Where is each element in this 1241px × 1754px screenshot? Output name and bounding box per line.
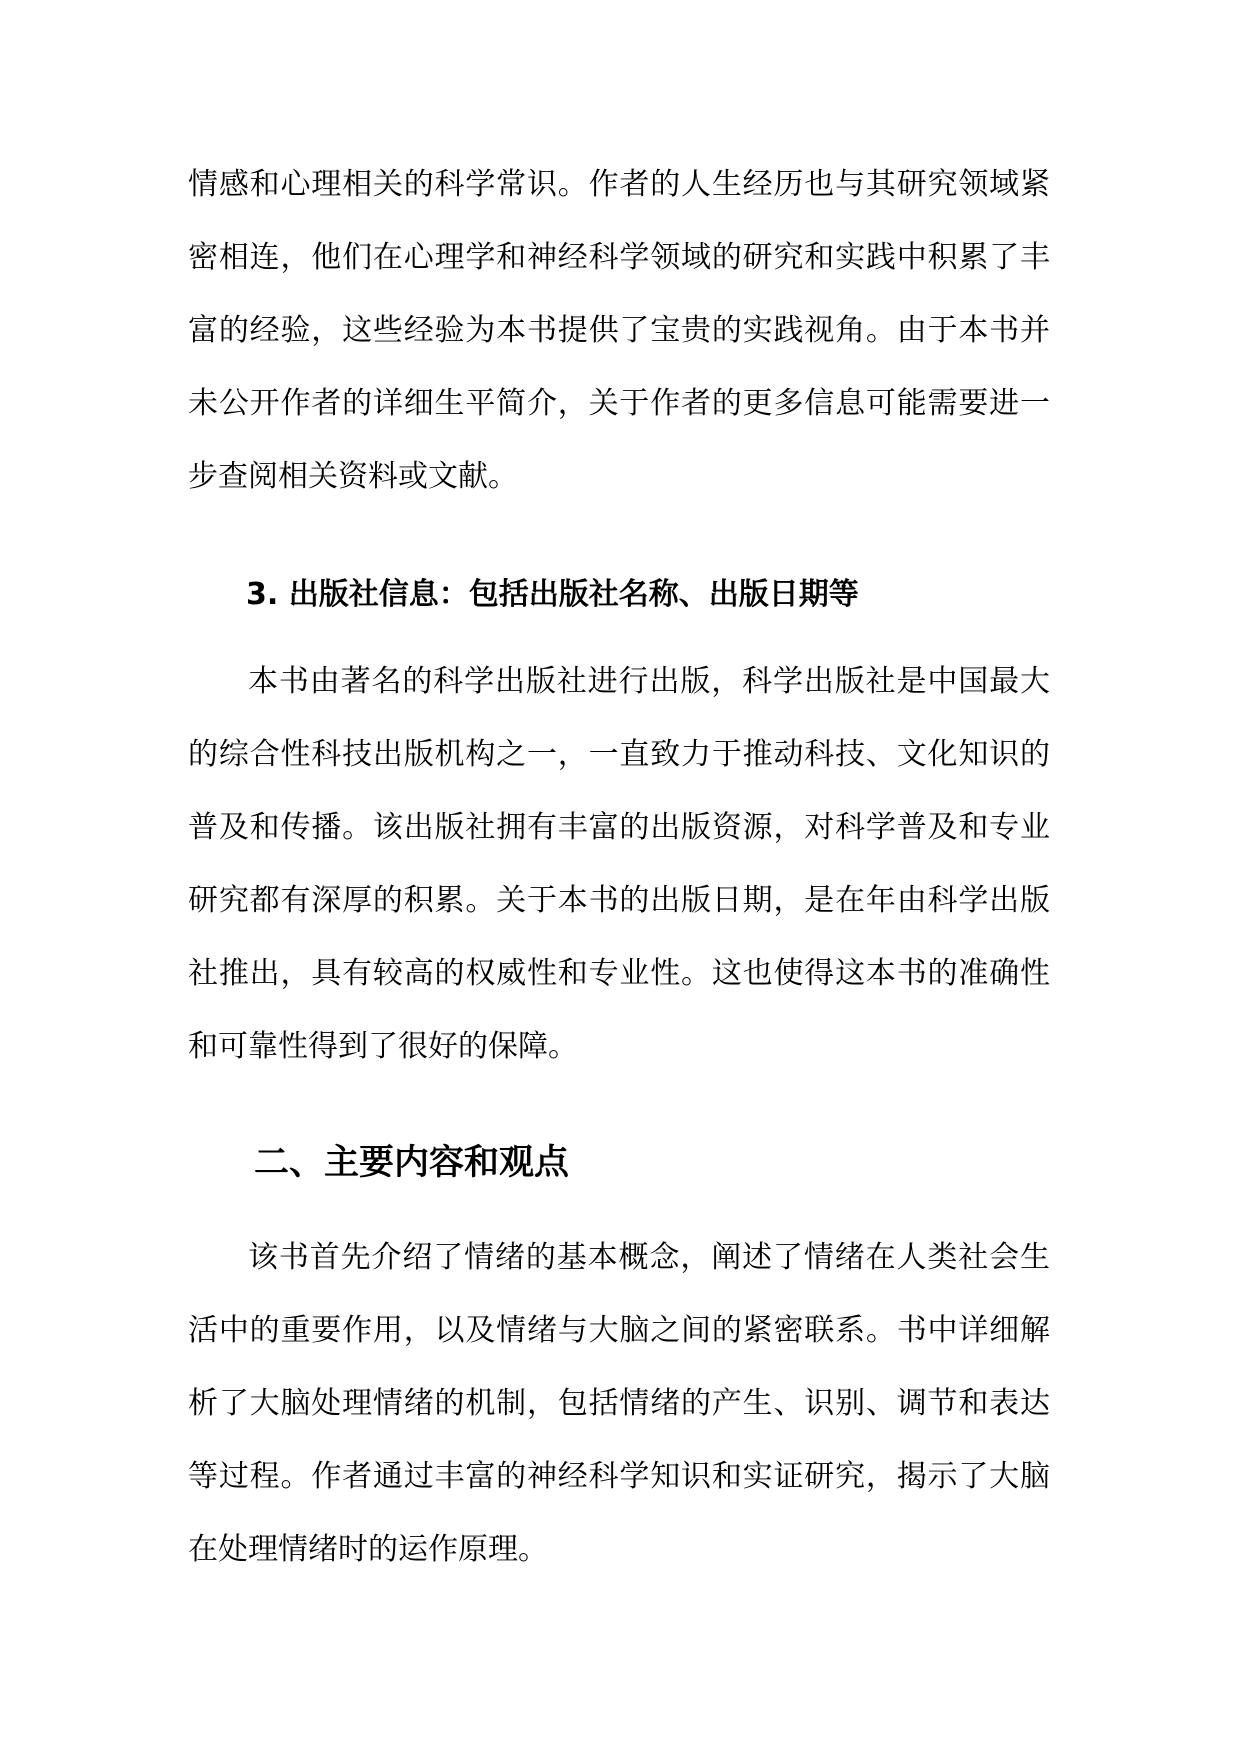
paragraph-main-content: 该书首先介绍了情绪的基本概念，阐述了情绪在人类社会生活中的重要作用，以及情绪与大脑之间的紧密联系。书中详细解析了大脑处理情绪的机制，包括情绪的产生、识别、调节和表达等过程。作者通过丰富的神经科学知识和实证研究，揭示了大脑在处理情绪时的运作原理。 — [188, 1240, 1050, 1567]
paragraph-author-background: 情感和心理相关的科学常识。作者的人生经历也与其研究领域紧密相连，他们在心理学和神经科学领域的研究和实践中积累了丰富的经验，这些经验为本书提供了宝贵的实践视角。由于本书并未公开作者的详细生平简介，关于作者的更多信息可能需要进一步查阅相关资料或文献。 — [188, 167, 1050, 494]
paragraph-publisher: 本书由著名的科学出版社进行出版，科学出版社是中国最大的综合性科技出版机构之一，一直致力于推动科技、文化知识的普及和传播。该出版社拥有丰富的出版资源，对科学普及和专业研究都有深厚的积累。关于本书的出版日期，是在年由科学出版社推出，具有较高的权威性和专业性。这也使得这本书的准确性和可靠性得到了很好的保障。 — [188, 664, 1050, 1064]
document-body — [188, 148, 1050, 1586]
section-heading-main-content: 二、主要内容和观点 — [254, 1143, 570, 1183]
subheading-publisher-info: 3. 出版社信息：包括出版社名称、出版日期等 — [246, 577, 859, 612]
